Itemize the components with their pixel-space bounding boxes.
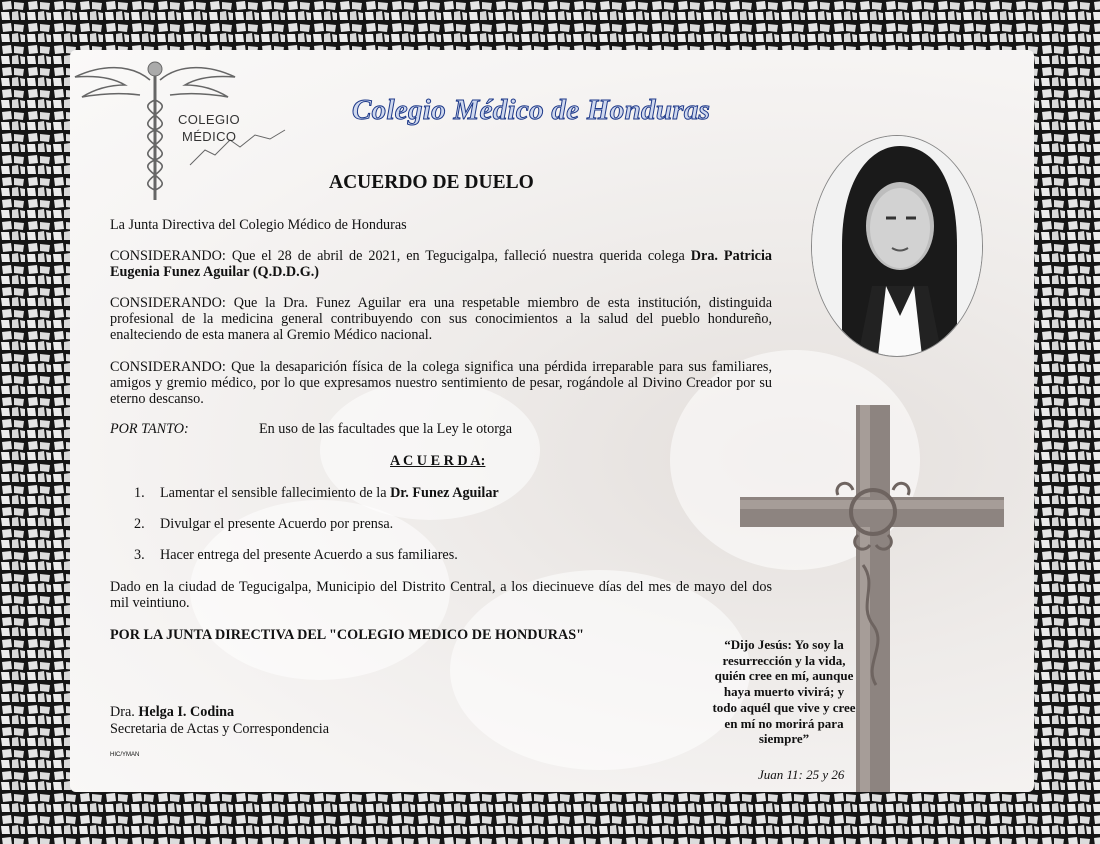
bible-quote	[688, 637, 880, 747]
brand-title: Colegio Médico de Honduras	[352, 94, 711, 126]
list-item-number: 1.	[134, 485, 145, 501]
list-item	[134, 547, 145, 563]
list-item	[134, 485, 145, 501]
quote-line: “Dijo Jesús: Yo soy la	[724, 637, 844, 652]
list-item	[134, 516, 145, 532]
quote-line: siempre”	[758, 731, 810, 747]
por-tanto-label: POR TANTO:	[110, 421, 189, 437]
portrait-photo	[811, 135, 983, 357]
quote-line: en mí no morirá para	[724, 715, 844, 731]
quote-line: todo aquél que vive y cree	[712, 699, 856, 715]
signature-role: Secretaria de Actas y Correspondencia	[110, 721, 330, 737]
quote-reference: Juan 11: 25 y 26	[758, 767, 845, 782]
logo-text-medico: MÉDICO	[182, 129, 237, 144]
signatory: Helga I. Codina	[138, 704, 235, 720]
deceased-name: Dra. Patricia Eugenia Funez Aguilar (Q.D.D.G.)	[110, 248, 772, 280]
initials: HIC/YMAN	[110, 752, 140, 758]
list-item-label: Lamentar el sensible fallecimiento de la	[160, 485, 391, 501]
list-item-number: 3.	[134, 547, 145, 563]
list-item-text: Hacer entrega del presente Acuerdo a sus familiares.	[160, 547, 458, 563]
quote-line: haya muerto vivirá; y	[723, 684, 845, 700]
signature-name	[110, 704, 234, 720]
list-item-text	[160, 485, 499, 501]
intro-text: La Junta Directiva del Colegio Médico de Honduras	[110, 217, 407, 233]
quote-line: resurrección y la vida,	[722, 652, 846, 668]
list-item-text: Divulgar el presente Acuerdo por prensa.	[160, 516, 394, 532]
considerando-1	[110, 248, 772, 280]
junta-text: POR LA JUNTA DIRECTIVA DEL "COLEGIO MEDICO DE HONDURAS"	[110, 627, 585, 643]
considerando-3: CONSIDERANDO: Que la desaparición física de la colega significa una pérdida irreparable para sus familiares, amigos y gremio médico, por lo que expresamos nuestro sentimiento de pesar, rogándole al Divino Creador por su eterno descanso.	[110, 359, 772, 407]
quote-line: quién cree en mí, aunque	[714, 668, 854, 684]
acuerda-heading: A C U E R D A:	[390, 453, 486, 469]
considerando-1-text: CONSIDERANDO: Que el 28 de abril de 2021, en Tegucigalpa, falleció nuestra querida colega	[110, 248, 691, 264]
document-page	[70, 50, 1034, 792]
portrait-icon	[812, 136, 982, 356]
considerando-2: CONSIDERANDO: Que la Dra. Funez Aguilar era una respetable miembro de esta institución, distinguida profesional de la medicina general contribuyendo con sus conocimientos a la salud del pueblo hondureño, enalteciendo de esta manera al Gremio Médico nacional.	[110, 295, 772, 343]
logo-text-colegio: COLEGIO	[178, 112, 241, 127]
list-item-bold: Dr. Funez Aguilar	[390, 485, 499, 501]
signature-prefix: Dra.	[110, 704, 139, 720]
document-title: ACUERDO DE DUELO	[329, 172, 534, 193]
list-item-number: 2.	[134, 516, 145, 532]
por-tanto-text: En uso de las facultades que la Ley le otorga	[259, 421, 513, 437]
dado-text: Dado en la ciudad de Tegucigalpa, Municipio del Distrito Central, a los diecinueve días del mes de mayo del dos mil veintiuno.	[110, 579, 772, 611]
